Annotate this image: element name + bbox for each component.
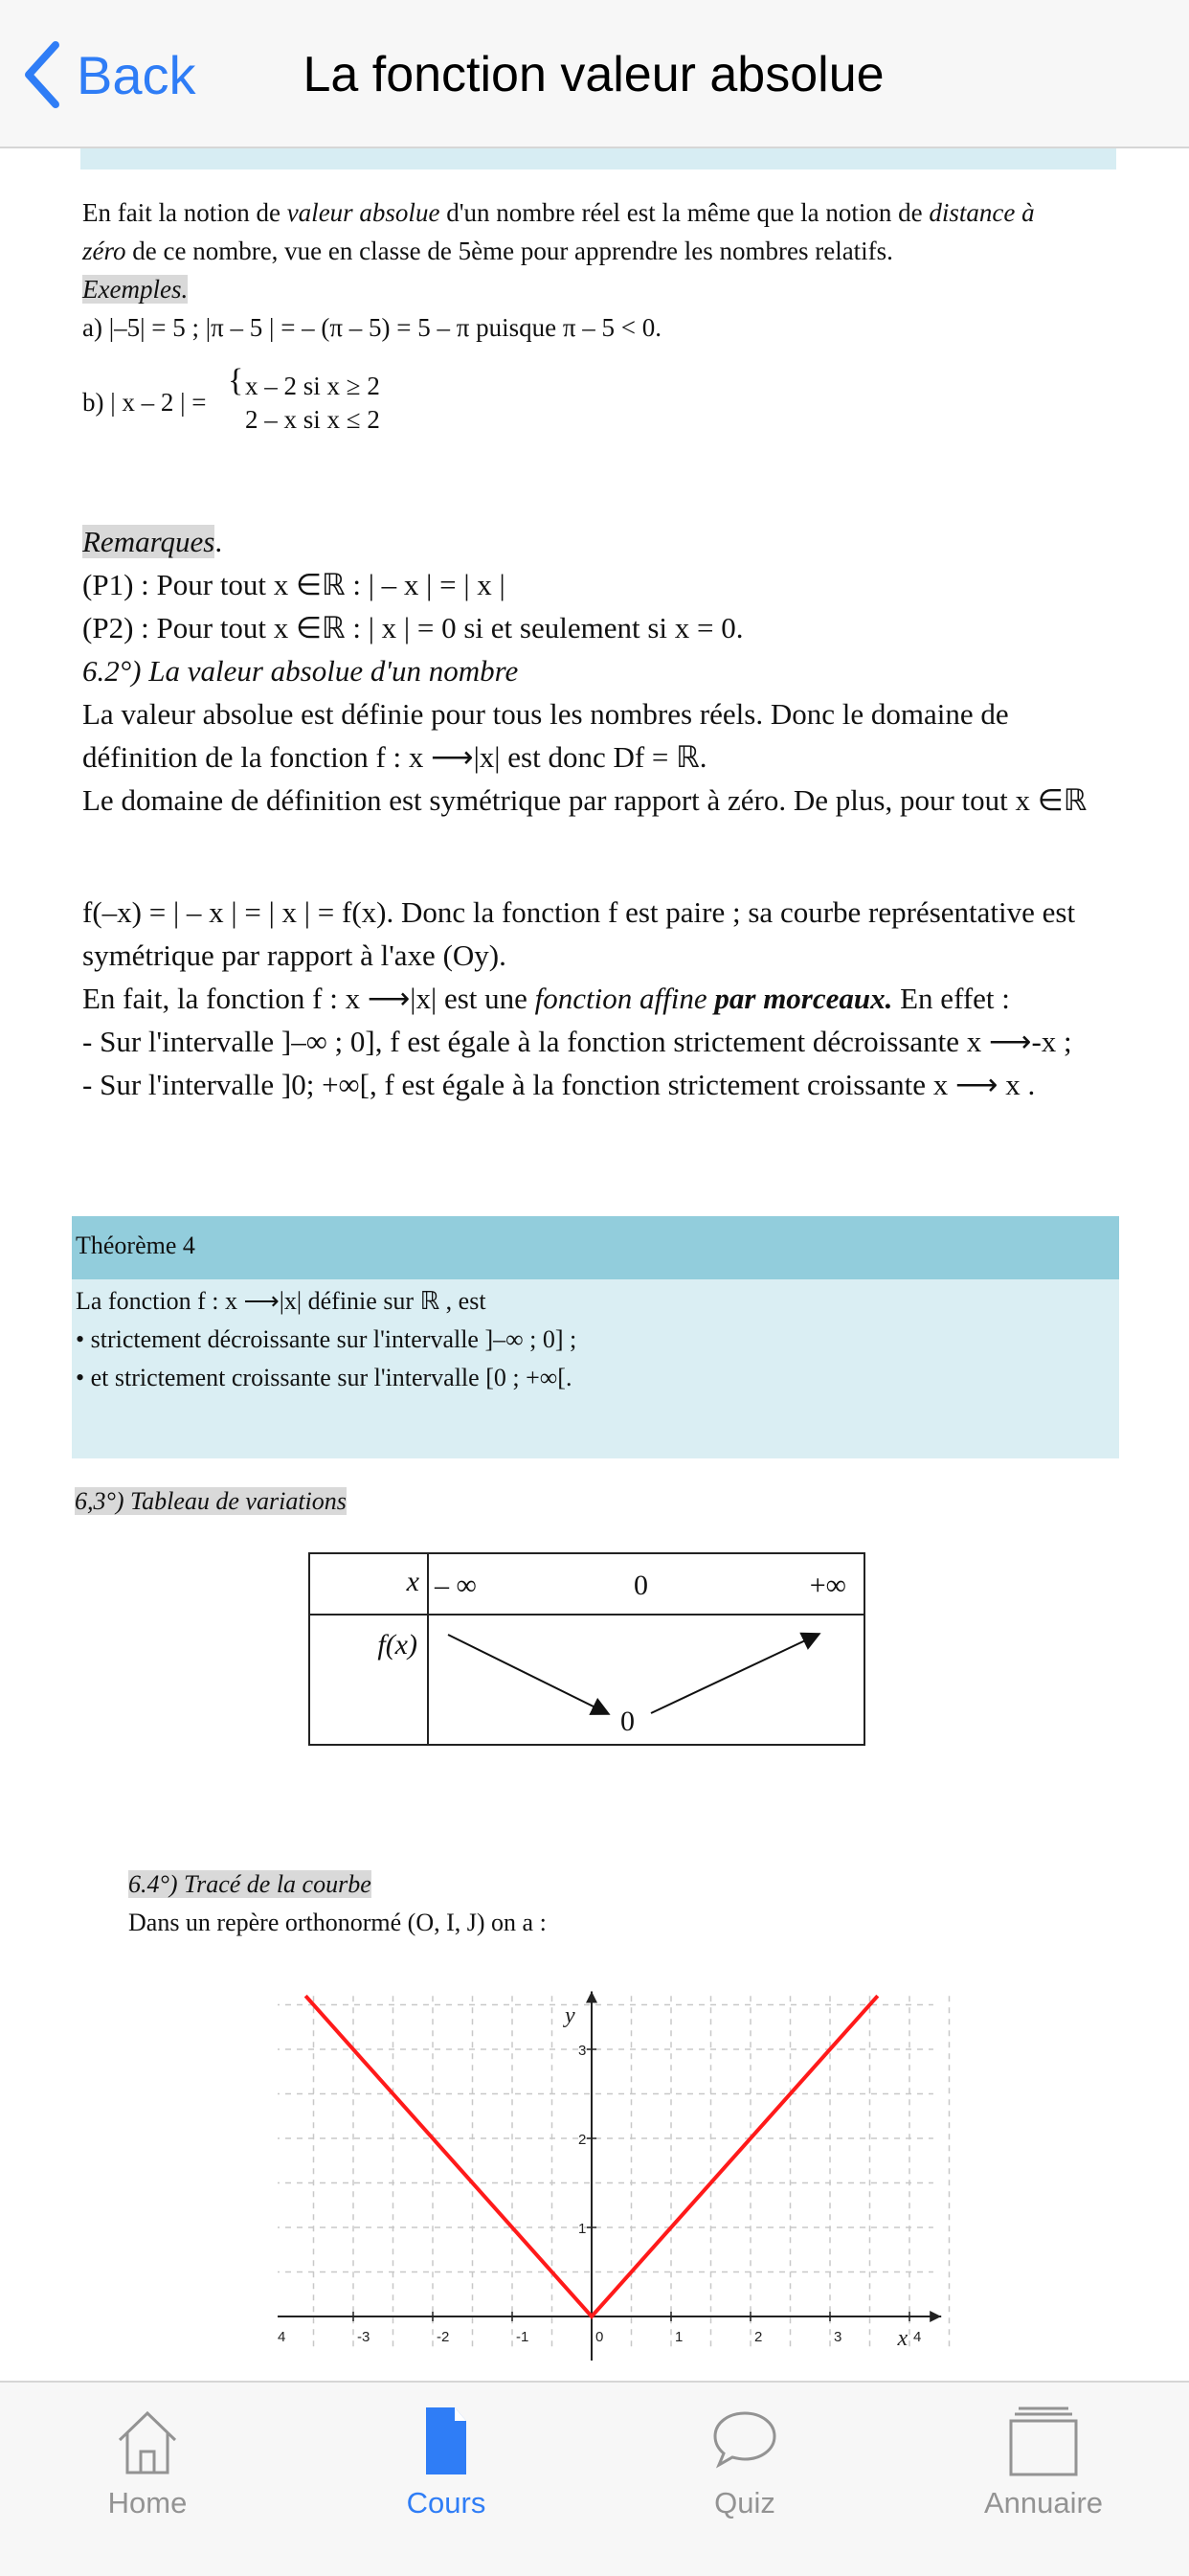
- x-tick-label: 4: [913, 2329, 922, 2345]
- table-fx-label: f(x): [377, 1629, 417, 1661]
- table-header-x-cell: [309, 1553, 428, 1615]
- x-tick-label: 3: [834, 2329, 842, 2345]
- section-6-4-heading: 6.4°) Tracé de la courbe: [128, 1870, 371, 1898]
- plus-infinity: +∞: [809, 1570, 846, 1601]
- x-tick-label: 4: [278, 2329, 286, 2345]
- example-b-case-1: x – 2 si x ≥ 2: [245, 372, 380, 400]
- intro-line-2: zéro de ce nombre, vue en classe de 5ème pour apprendre les nombres relatifs.: [82, 237, 893, 265]
- x-tick-label: 0: [595, 2329, 604, 2345]
- table-header-fx-cell: [309, 1615, 428, 1745]
- property-p1: (P1) : Pour tout x ∈ℝ : | – x | = | x |: [82, 568, 505, 601]
- document-icon: [413, 2406, 480, 2476]
- y-tick-label: 1: [578, 2221, 587, 2237]
- variation-table: [308, 1552, 865, 1746]
- y-tick-label: 3: [578, 2043, 587, 2059]
- tab-bar: [0, 2381, 1189, 2576]
- minus-infinity: – ∞: [435, 1570, 477, 1601]
- graph-caption: Dans un repère orthonormé (O, I, J) on a :: [128, 1909, 547, 1936]
- y-tick-label: 2: [578, 2132, 587, 2148]
- theorem-line: • et strictement croissante sur l'intervalle [0 ; +∞[.: [76, 1364, 572, 1391]
- section-band: [80, 148, 1116, 169]
- paragraph-line: symétrique par rapport à l'axe (Oy).: [82, 938, 506, 972]
- paragraph-line: En fait, la fonction f : x ⟶|x| est une fonction affine par morceaux. En effet :: [82, 982, 1010, 1015]
- theorem-body: [72, 1279, 1119, 1458]
- x-tick-label: 1: [675, 2329, 684, 2345]
- intro-line-1: En fait la notion de valeur absolue d'un nombre réel est la même que la notion de distance à: [82, 198, 1035, 227]
- back-button[interactable]: [21, 36, 196, 113]
- home-icon: [114, 2406, 181, 2476]
- tab-label: Home: [107, 2486, 188, 2520]
- y-axis-arrow: [586, 1992, 597, 2003]
- brace-symbol: {: [228, 363, 244, 398]
- paragraph-line: - Sur l'intervalle ]–∞ ; 0], f est égale à la fonction strictement décroissante x ⟶-x ;: [82, 1025, 1072, 1058]
- paragraph-line: définition de la fonction f : x ⟶|x| est donc Df = ℝ.: [82, 740, 707, 774]
- chat-bubble-icon: [711, 2406, 778, 2476]
- y-axis-label: y: [565, 2003, 575, 2029]
- examples-heading: Exemples.: [82, 275, 189, 304]
- tab-label: Cours: [406, 2486, 486, 2520]
- stack-icon: [1005, 2406, 1082, 2476]
- tab-cours[interactable]: [350, 2406, 542, 2520]
- x-axis-label: x: [897, 2326, 909, 2351]
- property-p2: (P2) : Pour tout x ∈ℝ : | x | = 0 si et seulement si x = 0.: [82, 611, 744, 644]
- section-6-2-heading: 6.2°) La valeur absolue d'un nombre: [82, 654, 519, 688]
- x-tick-label: -1: [516, 2329, 529, 2345]
- lesson-content[interactable]: [0, 148, 1189, 2380]
- paragraph-line: f(–x) = | – x | = | x | = f(x). Donc la fonction f est paire ; sa courbe représentative est: [82, 895, 1076, 929]
- back-label: Back: [77, 44, 196, 105]
- theorem-line: La fonction f : x ⟶|x| définie sur ℝ , est: [76, 1287, 486, 1315]
- x-tick-label: 2: [754, 2329, 763, 2345]
- section-6-3-heading: 6,3°) Tableau de variations: [75, 1487, 347, 1515]
- tab-label: Quiz: [714, 2486, 775, 2520]
- tab-home[interactable]: [52, 2406, 243, 2520]
- theorem-header: [72, 1216, 1119, 1279]
- example-a: a) |–5| = 5 ; |π – 5 | = – (π – 5) = 5 – π puisque π – 5 < 0.: [82, 313, 662, 342]
- paragraph-line: La valeur absolue est définie pour tous les nombres réels. Donc le domaine de: [82, 697, 1009, 731]
- zero-value: 0: [634, 1570, 648, 1601]
- chevron-left-icon: [21, 39, 63, 110]
- example-b-label: b) | x – 2 | =: [82, 388, 207, 417]
- variation-arrows: [429, 1616, 865, 1746]
- paragraph-line: - Sur l'intervalle ]0; +∞[, f est égale à la fonction strictement croissante x ⟶ x .: [82, 1068, 1036, 1101]
- paragraph-line: Le domaine de définition est symétrique par rapport à zéro. De plus, pour tout x ∈ℝ: [82, 783, 1088, 817]
- table-x-label: x: [406, 1566, 419, 1597]
- x-tick-label: -3: [357, 2329, 370, 2345]
- remarks-heading: Remarques.: [82, 525, 223, 558]
- tab-annuaire[interactable]: [948, 2406, 1139, 2520]
- page-title: La fonction valeur absolue: [303, 47, 885, 102]
- navigation-bar: [0, 0, 1189, 148]
- x-tick-label: -2: [437, 2329, 450, 2345]
- absolute-value-graph: [278, 1958, 976, 2361]
- tab-quiz[interactable]: [649, 2406, 841, 2520]
- minimum-value: 0: [620, 1706, 635, 1737]
- table-x-values: [428, 1553, 864, 1615]
- example-b-case-2: 2 – x si x ≤ 2: [245, 405, 380, 434]
- table-fx-values: [428, 1615, 864, 1745]
- tab-label: Annuaire: [983, 2486, 1104, 2520]
- theorem-title: Théorème 4: [76, 1232, 195, 1259]
- theorem-line: • strictement décroissante sur l'intervalle ]–∞ ; 0] ;: [76, 1325, 577, 1353]
- x-axis-arrow: [930, 2311, 941, 2322]
